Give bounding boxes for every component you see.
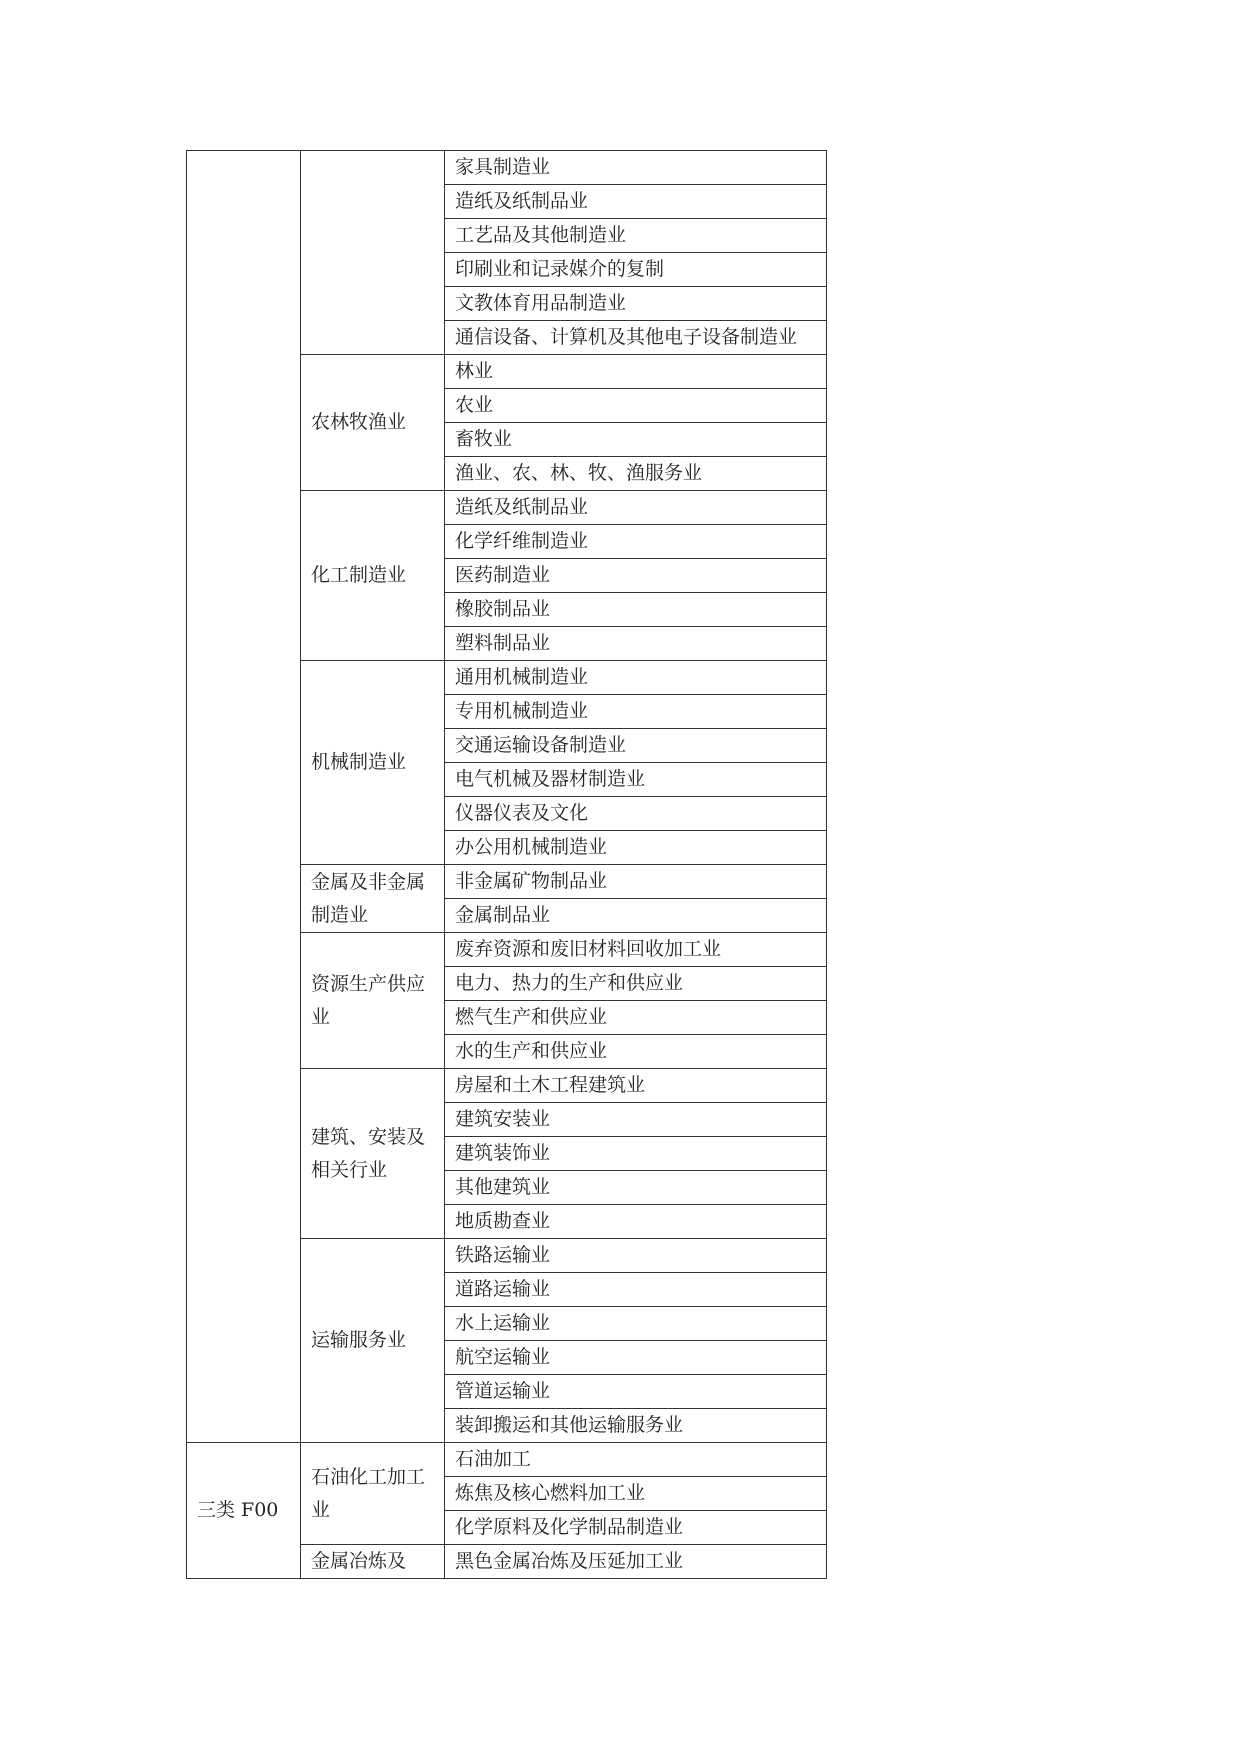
industry-item-cell: 文教体育用品制造业 [445, 287, 827, 321]
industry-item-cell: 造纸及纸制品业 [445, 185, 827, 219]
industry-item-cell: 房屋和土木工程建筑业 [445, 1069, 827, 1103]
industry-item-cell: 交通运输设备制造业 [445, 729, 827, 763]
industry-item-cell: 仪器仪表及文化 [445, 797, 827, 831]
industry-item-cell: 医药制造业 [445, 559, 827, 593]
industry-item-cell: 其他建筑业 [445, 1171, 827, 1205]
industry-item-cell: 炼焦及核心燃料加工业 [445, 1477, 827, 1511]
industry-item-cell: 建筑安装业 [445, 1103, 827, 1137]
industry-item-cell: 铁路运输业 [445, 1239, 827, 1273]
industry-item-cell: 水上运输业 [445, 1307, 827, 1341]
industry-group-cell [301, 151, 445, 355]
industry-item-cell: 专用机械制造业 [445, 695, 827, 729]
industry-item-cell: 通信设备、计算机及其他电子设备制造业 [445, 321, 827, 355]
category-cell: 三类 F00 [187, 1443, 301, 1579]
industry-item-cell: 道路运输业 [445, 1273, 827, 1307]
industry-group-cell: 机械制造业 [301, 661, 445, 865]
industry-item-cell: 建筑装饰业 [445, 1137, 827, 1171]
industry-item-cell: 非金属矿物制品业 [445, 865, 827, 899]
industry-item-cell: 废弃资源和废旧材料回收加工业 [445, 933, 827, 967]
industry-item-cell: 燃气生产和供应业 [445, 1001, 827, 1035]
industry-item-cell: 办公用机械制造业 [445, 831, 827, 865]
industry-item-cell: 家具制造业 [445, 151, 827, 185]
industry-item-cell: 黑色金属冶炼及压延加工业 [445, 1545, 827, 1579]
industry-group-cell: 金属冶炼及 [301, 1545, 445, 1579]
industry-group-cell: 金属及非金属制造业 [301, 865, 445, 933]
industry-item-cell: 装卸搬运和其他运输服务业 [445, 1409, 827, 1443]
industry-group-cell: 运输服务业 [301, 1239, 445, 1443]
industry-item-cell: 化学原料及化学制品制造业 [445, 1511, 827, 1545]
industry-group-cell: 资源生产供应业 [301, 933, 445, 1069]
industry-item-cell: 石油加工 [445, 1443, 827, 1477]
industry-item-cell: 橡胶制品业 [445, 593, 827, 627]
table-row [187, 1443, 827, 1477]
table-row [187, 151, 827, 185]
industry-group-cell: 化工制造业 [301, 491, 445, 661]
industry-item-cell: 印刷业和记录媒介的复制 [445, 253, 827, 287]
industry-item-cell: 渔业、农、林、牧、渔服务业 [445, 457, 827, 491]
industry-item-cell: 工艺品及其他制造业 [445, 219, 827, 253]
industry-item-cell: 造纸及纸制品业 [445, 491, 827, 525]
industry-item-cell: 塑料制品业 [445, 627, 827, 661]
industry-item-cell: 管道运输业 [445, 1375, 827, 1409]
category-cell [187, 151, 301, 1443]
industry-group-cell: 建筑、安装及相关行业 [301, 1069, 445, 1239]
industry-item-cell: 电力、热力的生产和供应业 [445, 967, 827, 1001]
industry-item-cell: 化学纤维制造业 [445, 525, 827, 559]
industry-item-cell: 水的生产和供应业 [445, 1035, 827, 1069]
industry-item-cell: 金属制品业 [445, 899, 827, 933]
industry-classification-table [186, 150, 827, 1579]
industry-group-cell: 农林牧渔业 [301, 355, 445, 491]
industry-item-cell: 畜牧业 [445, 423, 827, 457]
industry-group-cell: 石油化工加工业 [301, 1443, 445, 1545]
industry-item-cell: 林业 [445, 355, 827, 389]
industry-item-cell: 地质勘查业 [445, 1205, 827, 1239]
table-body [187, 151, 827, 1579]
industry-item-cell: 农业 [445, 389, 827, 423]
industry-item-cell: 电气机械及器材制造业 [445, 763, 827, 797]
industry-item-cell: 航空运输业 [445, 1341, 827, 1375]
industry-item-cell: 通用机械制造业 [445, 661, 827, 695]
